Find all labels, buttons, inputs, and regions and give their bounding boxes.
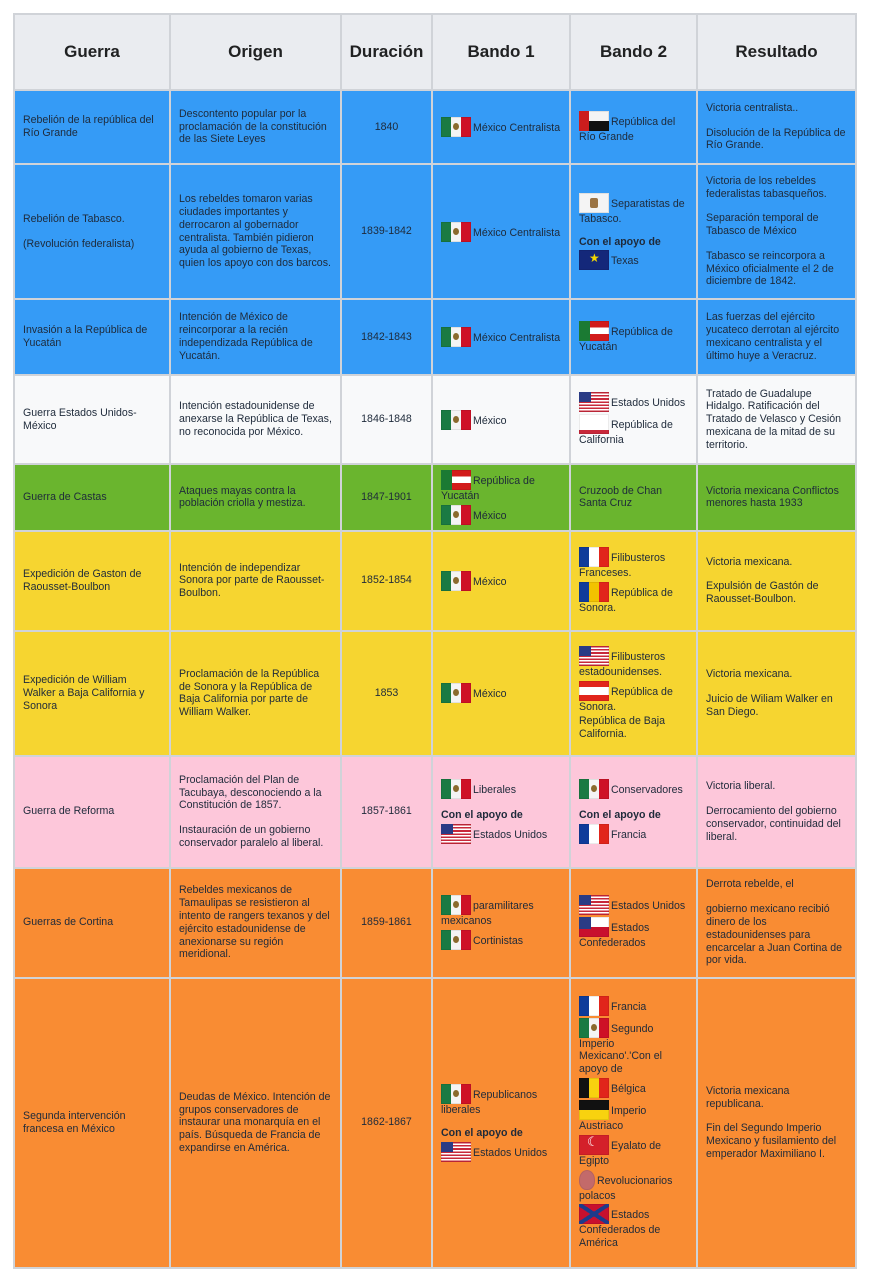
cell-guerra-paragraph: Rebelión de Tabasco. (23, 212, 125, 225)
cell-origen (170, 164, 341, 299)
cell-bando-1 (432, 164, 570, 299)
flag-mexico-icon (441, 571, 471, 591)
cell-duracion-paragraph: 1857-1861 (361, 805, 412, 818)
flag-usa-icon (579, 392, 609, 412)
side-name: México Centralista (473, 226, 561, 239)
table-row (14, 978, 856, 1268)
side-name: México (473, 688, 507, 701)
side-entry (579, 547, 688, 580)
side-name: República de Yucatán (579, 325, 673, 353)
cell-resultado-paragraph: Disolución de la República de Río Grande. (706, 126, 846, 152)
side-name: Filibusteros Franceses. (579, 552, 666, 579)
cell-resultado (697, 464, 856, 531)
side-entry (579, 681, 688, 714)
cell-guerra (14, 531, 170, 631)
cell-resultado (697, 531, 856, 631)
cell-bando-1 (432, 756, 570, 868)
cell-bando-2 (570, 299, 697, 375)
cell-bando-2 (570, 375, 697, 464)
side-entry (441, 327, 561, 347)
cell-resultado (697, 90, 856, 164)
support-label: Con el apoyo de (579, 235, 661, 248)
cell-resultado (697, 631, 856, 756)
header-bando-2: Bando 2 (570, 14, 697, 90)
cell-origen-paragraph: Ataques mayas contra la población criolla y mestiza. (179, 484, 306, 510)
side-entry (441, 571, 561, 591)
cell-guerra-paragraph: Expedición de Gaston de Raousset-Boulbon (23, 568, 142, 593)
table-row (14, 868, 856, 978)
side-entry (441, 117, 561, 137)
flag-mexico-icon (441, 327, 471, 347)
cell-duracion (341, 299, 432, 375)
table-row (14, 464, 856, 531)
cell-guerra-paragraph: Rebelión de la república del Río Grande (23, 114, 154, 139)
cell-origen-paragraph: Rebeldes mexicanos de Tamaulipas se resistieron al intento de rangers texanos y del ejército estadounidense de anexionarse su región meridional. (179, 884, 330, 961)
cell-duracion (341, 978, 432, 1268)
flag-sonora-us-icon (579, 681, 609, 701)
side-entry (579, 485, 688, 511)
side-entry (579, 824, 688, 844)
side-entry (579, 111, 688, 144)
header-resultado: Resultado (697, 14, 856, 90)
table-row (14, 164, 856, 299)
side-name: Liberales (473, 784, 516, 797)
flag-mexico-icon (579, 779, 609, 799)
table-row (14, 756, 856, 868)
side-name: paramilitares mexicanos (441, 900, 534, 928)
table-body (14, 90, 856, 1268)
side-name: México Centralista (473, 332, 561, 344)
support-label: Con el apoyo de (441, 1126, 523, 1139)
flag-mexico-icon (441, 222, 471, 242)
side-entry (579, 414, 688, 447)
cell-guerra-paragraph: Invasión a la República de Yucatán (23, 324, 148, 349)
cell-duracion-paragraph: 1852-1854 (361, 574, 412, 587)
flag-france-icon (579, 824, 609, 844)
cell-origen (170, 978, 341, 1268)
cell-origen (170, 90, 341, 164)
flag-mexico-icon (441, 930, 471, 950)
side-entry (441, 222, 561, 242)
cell-resultado (697, 756, 856, 868)
cell-origen-paragraph: Intención de México de reincorporar a la recién independizada República de Yucatán. (179, 311, 313, 362)
side-entry (441, 1142, 561, 1162)
cell-guerra-paragraph: Guerras de Cortina (23, 916, 114, 929)
cell-bando-1 (432, 375, 570, 464)
cell-resultado-paragraph: Juicio de Wiliam Walker en San Diego. (706, 692, 833, 718)
side-name: República del Río Grande (579, 115, 676, 143)
side-entry (579, 250, 688, 270)
flag-mexico-icon (441, 410, 471, 430)
side-entry (579, 895, 688, 915)
cell-bando-1 (432, 631, 570, 756)
cell-bando-1 (432, 868, 570, 978)
cell-bando-2 (570, 978, 697, 1268)
side-entry (441, 410, 561, 430)
cell-guerra-paragraph: Guerra de Castas (23, 491, 107, 503)
side-entry (579, 1100, 688, 1133)
cell-duracion-paragraph: 1853 (374, 686, 399, 699)
cell-bando-1 (432, 464, 570, 531)
cell-resultado-paragraph: Separación temporal de Tabasco de México (706, 212, 819, 238)
side-entry (579, 1170, 688, 1203)
flag-mexico-icon (441, 683, 471, 703)
cell-origen (170, 299, 341, 375)
flag-egypt-icon (579, 1135, 609, 1155)
side-entry (579, 1078, 688, 1098)
side-entry (579, 392, 688, 412)
flag-sonora-icon (579, 582, 609, 602)
side-entry (441, 505, 561, 525)
table-row (14, 375, 856, 464)
flag-mexico-icon (441, 1084, 471, 1104)
cell-resultado-paragraph: Derrocamiento del gobierno conservador, continuidad del liberal. (706, 805, 841, 843)
cell-guerra (14, 90, 170, 164)
side-name: República de Sonora. (579, 586, 673, 614)
flag-mexico-icon (579, 1018, 609, 1038)
cell-resultado-paragraph: Victoria mexicana. (706, 555, 793, 568)
flag-yucatan-icon (579, 321, 609, 341)
cell-bando-1 (432, 531, 570, 631)
header-bando-1: Bando 1 (432, 14, 570, 90)
cell-resultado-paragraph: Derrota rebelde, el (706, 878, 794, 891)
side-name: Separatistas de Tabasco. (579, 197, 685, 225)
wars-table-container (13, 13, 855, 1269)
flag-riogrande-icon (579, 111, 609, 131)
cell-guerra-paragraph: (Revolución federalista) (23, 237, 135, 250)
side-entry (441, 470, 561, 503)
side-entry (441, 779, 561, 799)
cell-bando-2 (570, 868, 697, 978)
cell-resultado-paragraph: Victoria mexicana. (706, 668, 793, 681)
flag-confederate-icon (579, 1204, 609, 1224)
cell-duracion-paragraph: 1862-1867 (361, 1116, 412, 1129)
cell-duracion-paragraph: 1847-1901 (361, 491, 412, 503)
side-entry (579, 715, 688, 741)
side-entry (579, 582, 688, 615)
cell-bando-2 (570, 531, 697, 631)
side-name: México (473, 414, 507, 427)
side-entry (579, 321, 688, 354)
side-entry (441, 1084, 561, 1117)
cell-duracion (341, 531, 432, 631)
cell-duracion (341, 868, 432, 978)
cell-origen-paragraph: Intención de independizar Sonora por parte de Raousset-Boulbon. (179, 561, 325, 600)
cell-origen (170, 756, 341, 868)
side-name: República de Baja California. (579, 715, 665, 741)
side-name: Cruzoob de Chan Santa Cruz (579, 484, 663, 510)
cell-duracion (341, 164, 432, 299)
flag-california-icon (579, 414, 609, 434)
cell-duracion (341, 90, 432, 164)
cell-resultado (697, 978, 856, 1268)
cell-resultado-paragraph: Fin del Segundo Imperio Mexicano y fusilamiento del emperador Maximiliano I. (706, 1122, 837, 1160)
side-entry (579, 1204, 688, 1250)
side-entry (579, 193, 688, 226)
cell-duracion (341, 375, 432, 464)
cell-resultado (697, 299, 856, 375)
cell-guerra (14, 464, 170, 531)
side-name: Conservadores (611, 784, 683, 797)
cell-guerra-paragraph: Guerra de Reforma (23, 805, 115, 818)
cell-bando-2 (570, 631, 697, 756)
side-name: Texas (611, 255, 639, 268)
flag-tabasco-icon (579, 193, 609, 213)
header-origen: Origen (170, 14, 341, 90)
cell-origen-paragraph: Proclamación de la República de Sonora y la República de Baja California por parte de William Walker. (179, 667, 320, 719)
side-name: Estados Confederados de América (579, 1209, 661, 1250)
cell-resultado-paragraph: Tratado de Guadalupe Hidalgo. Ratificación del Tratado de Velasco y Cesión mexicana de la mitad de su territorio. (706, 387, 842, 451)
cell-origen (170, 531, 341, 631)
cell-resultado-paragraph: Victoria centralista.. (706, 101, 799, 114)
side-entry (579, 917, 688, 950)
side-name: Republicanos liberales (441, 1089, 538, 1116)
table-header-row (14, 14, 856, 90)
cell-duracion-paragraph: 1859-1861 (361, 916, 412, 929)
flag-yucatan-icon (441, 470, 471, 490)
side-name: Estados Unidos (473, 829, 548, 842)
side-entry (579, 1018, 688, 1076)
cell-origen (170, 631, 341, 756)
side-entry (579, 996, 688, 1016)
cell-guerra-paragraph: Expedición de William Walker a Baja California y Sonora (23, 674, 145, 712)
side-name: Bélgica (611, 1083, 646, 1095)
flag-france-icon (579, 996, 609, 1016)
flag-mexico-icon (441, 117, 471, 137)
table-row (14, 531, 856, 631)
side-name: México (473, 575, 507, 588)
flag-poland-icon (579, 1170, 595, 1190)
flag-csa-icon (579, 917, 609, 937)
cell-origen-paragraph: Intención estadounidense de anexarse la República de Texas, no reconocida por México. (179, 400, 332, 438)
cell-bando-2 (570, 464, 697, 531)
side-name: Estados Unidos (473, 1146, 548, 1159)
side-name: Filibusteros estadounidenses. (579, 650, 666, 678)
cell-guerra (14, 756, 170, 868)
cell-resultado-paragraph: Victoria de los rebeldes federalistas tabasqueños. (706, 174, 827, 200)
side-name: Cortinistas (473, 935, 524, 948)
cell-origen (170, 375, 341, 464)
side-entry (441, 930, 561, 950)
side-name: Segundo Imperio Mexicano'.'Con el apoyo de (579, 1022, 662, 1076)
cell-guerra (14, 631, 170, 756)
cell-resultado (697, 164, 856, 299)
side-name: Estados Unidos (611, 397, 686, 410)
cell-origen-paragraph: Instauración de un gobierno conservador paralelo al liberal. (179, 824, 324, 849)
flag-belgium-icon (579, 1078, 609, 1098)
cell-origen (170, 868, 341, 978)
cell-resultado-paragraph: Victoria liberal. (706, 780, 776, 793)
cell-resultado-paragraph: Las fuerzas del ejército yucateco derrotan al ejército mexicano centralista y el último huye a Veracruz. (706, 311, 840, 362)
side-name: Estados Confederados (579, 922, 650, 950)
side-name: Francia (611, 1000, 647, 1013)
cell-guerra (14, 375, 170, 464)
cell-guerra (14, 299, 170, 375)
cell-origen-paragraph: Descontento popular por la proclamación de la constitución de las Siete Leyes (179, 107, 327, 146)
side-name: Imperio Austriaco (579, 1105, 647, 1132)
cell-resultado-paragraph: Tabasco se reincorpora a México oficialmente el 2 de diciembre de 1842. (706, 249, 834, 288)
cell-duracion (341, 756, 432, 868)
cell-origen (170, 464, 341, 531)
header-guerra: Guerra (14, 14, 170, 90)
flag-usa-icon (441, 1142, 471, 1162)
cell-guerra (14, 978, 170, 1268)
wars-table (13, 13, 857, 1269)
cell-resultado-paragraph: Victoria mexicana republicana. (706, 1084, 790, 1110)
side-entry (579, 779, 688, 799)
side-name: México Centralista (473, 122, 561, 134)
side-entry (441, 683, 561, 703)
cell-duracion (341, 631, 432, 756)
cell-guerra (14, 164, 170, 299)
cell-resultado (697, 375, 856, 464)
cell-bando-1 (432, 978, 570, 1268)
support-label: Con el apoyo de (579, 809, 661, 822)
flag-mexico-icon (441, 779, 471, 799)
cell-guerra (14, 868, 170, 978)
cell-resultado-paragraph: gobierno mexicano recibió dinero de los estadounidenses para encarcelar a Juan Cortina de por vida. (706, 903, 843, 967)
cell-resultado-paragraph: Expulsión de Gastón de Raousset-Boulbon. (706, 580, 819, 606)
flag-usa-icon (579, 646, 609, 666)
table-row (14, 631, 856, 756)
cell-duracion-paragraph: 1840 (374, 120, 399, 133)
side-name: Revolucionarios polacos (579, 1174, 673, 1202)
side-entry (441, 824, 561, 844)
flag-mexico-icon (441, 505, 471, 525)
side-name: Estados Unidos (611, 900, 686, 913)
cell-origen-paragraph: Deudas de México. Intención de grupos conservadores de instaurar una monarquía en el país. Búsqueda de Francia de expandirse en América. (179, 1090, 331, 1154)
side-entry (579, 646, 688, 679)
flag-usa-icon (579, 895, 609, 915)
side-name: Eyalato de Egipto (579, 1139, 662, 1167)
cell-bando-2 (570, 756, 697, 868)
flag-austria-icon (579, 1100, 609, 1120)
side-name: República de Yucatán (441, 475, 535, 502)
side-name: República de California (579, 419, 673, 447)
cell-duracion-paragraph: 1842-1843 (361, 330, 412, 343)
cell-guerra-paragraph: Segunda intervención francesa en México (23, 1110, 126, 1135)
side-name: Francia (611, 829, 647, 842)
cell-bando-2 (570, 90, 697, 164)
flag-texas-icon (579, 250, 609, 270)
side-entry (441, 895, 561, 928)
flag-mexico-icon (441, 895, 471, 915)
cell-duracion-paragraph: 1839-1842 (361, 225, 412, 238)
flag-usa-icon (441, 824, 471, 844)
header-duracion: Duración (341, 14, 432, 90)
support-label: Con el apoyo de (441, 809, 523, 822)
cell-duracion-paragraph: 1846-1848 (361, 413, 412, 426)
table-row (14, 299, 856, 375)
side-name: México (473, 509, 507, 522)
cell-guerra-paragraph: Guerra Estados Unidos-México (23, 406, 137, 432)
table-row (14, 90, 856, 164)
cell-bando-1 (432, 90, 570, 164)
cell-resultado-paragraph: Victoria mexicana Conflictos menores hasta 1933 (706, 484, 839, 510)
side-entry (579, 1135, 688, 1168)
side-name: República de Sonora. (579, 685, 673, 713)
cell-origen-paragraph: Proclamación del Plan de Tacubaya, desconociendo a la Constitución de 1857. (179, 773, 322, 812)
cell-bando-2 (570, 164, 697, 299)
cell-bando-1 (432, 299, 570, 375)
flag-france-icon (579, 547, 609, 567)
cell-duracion (341, 464, 432, 531)
cell-origen-paragraph: Los rebeldes tomaron varias ciudades importantes y derrocaron al gobernador centralista. También pidieron ayuda al gobierno de Texas, quien los apoyo con dos barcos. (179, 193, 331, 270)
cell-resultado (697, 868, 856, 978)
